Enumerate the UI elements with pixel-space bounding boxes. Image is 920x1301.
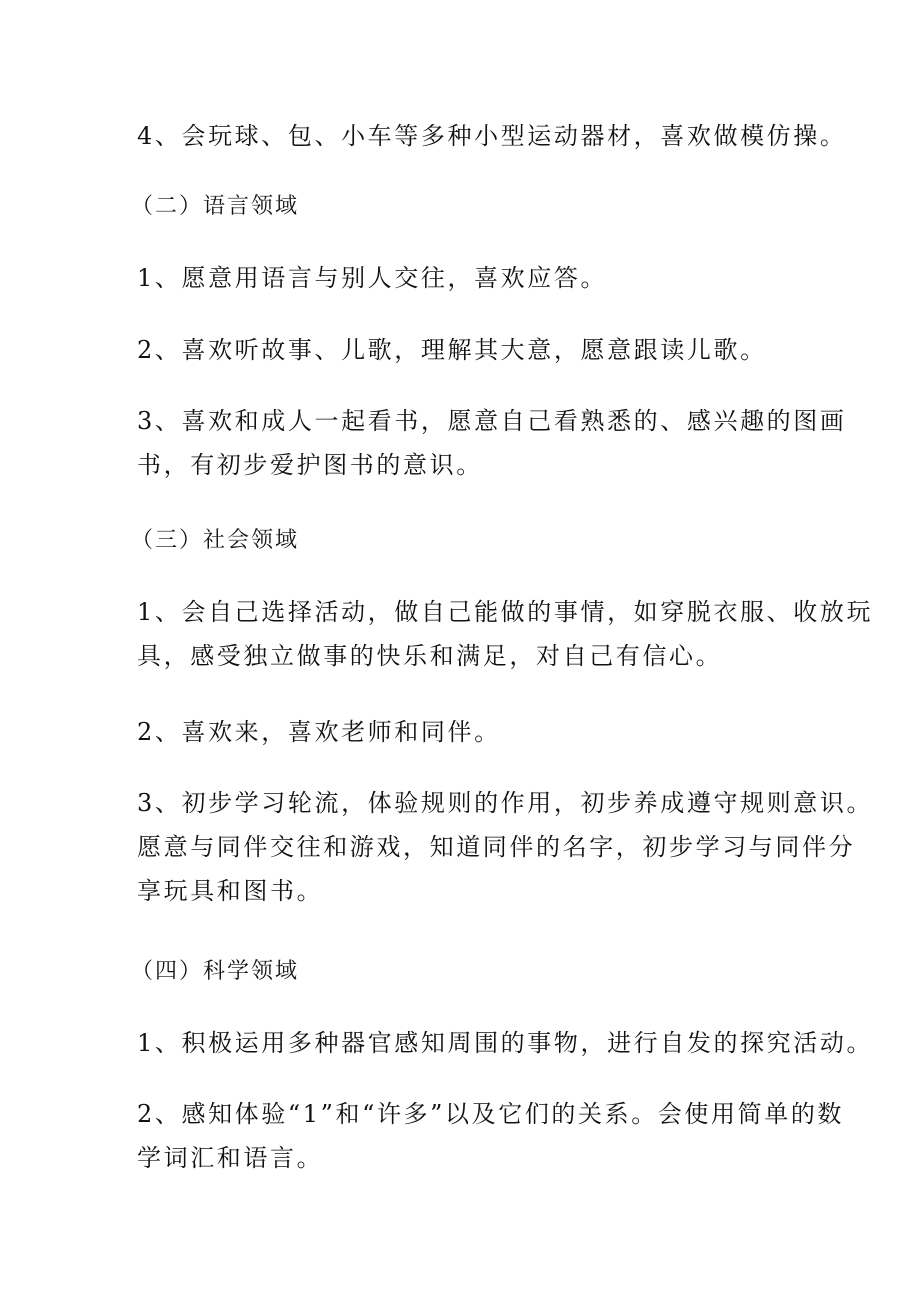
text-line: 3、喜欢和成人一起看书，愿意自己看熟悉的、感兴趣的图画: [137, 407, 847, 435]
text-line: 3、初步学习轮流，体验规则的作用，初步养成遵守规则意识。: [137, 789, 874, 817]
section-heading-language: [131, 185, 299, 229]
paragraph-science-1: [137, 1021, 874, 1065]
text-line: 2、喜欢来，喜欢老师和同伴。: [137, 718, 501, 746]
text-line: 享玩具和图书。: [137, 877, 324, 905]
text-line: 学词汇和语言。: [137, 1144, 324, 1172]
paragraph-language-3: [137, 399, 847, 487]
text-line: （二）语言领域: [131, 194, 300, 219]
paragraph-language-2: [137, 328, 797, 372]
text-line: 2、感知体验“1”和“许多”以及它们的关系。会使用简单的数: [137, 1100, 845, 1128]
paragraph-language-1: [137, 256, 797, 300]
text-line: 1、愿意用语言与别人交往，喜欢应答。: [137, 264, 608, 292]
text-line: 愿意与同伴交往和游戏，知道同伴的名字，初步学习与同伴分: [137, 833, 856, 861]
text-line: 2、喜欢听故事、儿歌，理解其大意，愿意跟读儿歌。: [137, 336, 767, 364]
text-line: 1、会自己选择活动，做自己能做的事情，如穿脱衣服、收放玩: [137, 598, 874, 626]
text-line: 具，感受独立做事的快乐和满足，对自己有信心。: [137, 642, 723, 670]
section-heading-social: [131, 519, 299, 563]
text-line: （三）社会领域: [131, 528, 300, 553]
paragraph-science-2: [137, 1092, 845, 1180]
text-line: 书，有初步爱护图书的意识。: [137, 451, 483, 479]
section-heading-science: [131, 950, 299, 994]
paragraph-social-1: [137, 590, 874, 678]
paragraph-social-3: [137, 781, 874, 913]
text-line: （四）科学领域: [131, 959, 300, 984]
text-line: 4、会玩球、包、小车等多种小型运动器材，喜欢做模仿操。: [137, 122, 847, 150]
text-line: 1、积极运用多种器官感知周围的事物，进行自发的探究活动。: [137, 1029, 874, 1057]
paragraph-social-2: [137, 710, 797, 754]
paragraph-motor-4: [137, 114, 847, 158]
